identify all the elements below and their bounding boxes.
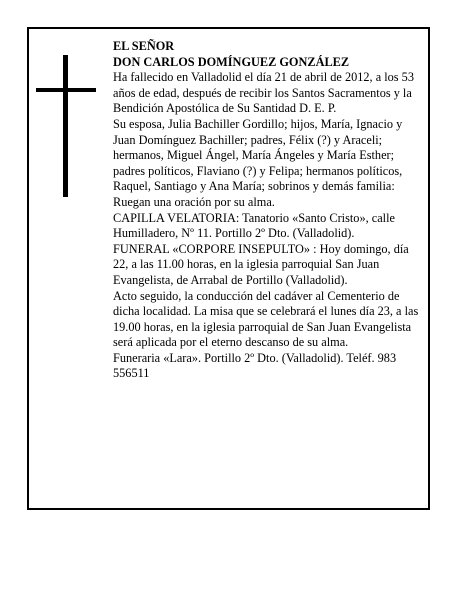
obituary-title-line2: DON CARLOS DOMÍNGUEZ GONZÁLEZ [113, 54, 350, 69]
burial-and-mass-info: Acto seguido, la conducción del cadáver al Cementerio de dicha localidad. La misa que se celebrará el lunes día 23, a las 19.00 horas, en la iglesia parroquial de San Juan Evangelista será aplicada por el eterno descanso de su alma. [113, 288, 419, 350]
obituary-title-line1: EL SEÑOR [113, 39, 175, 53]
funeral-home-info: Funeraria «Lara». Portillo 2º Dto. (Valladolid). Teléf. 983 556511 [113, 350, 397, 381]
prayer-request: Ruegan una oración por su alma. [113, 194, 275, 209]
family-list: Su esposa, Julia Bachiller Gordillo; hijos, María, Ignacio y Juan Domínguez Bachiller; padres, Félix (?) y Araceli; hermanos, Miguel Ángel, María Ángeles y María Esther; padres políticos, Flaviano (?) y Felipa; hermanos políticos, Raquel, Santiago y Ana María; sobrinos y demás familia: [113, 116, 403, 194]
cross-horizontal-bar [36, 88, 96, 92]
cross-icon [36, 55, 96, 197]
cross-vertical-bar [63, 55, 68, 197]
death-announcement: Ha fallecido en Valladolid el día 21 de abril de 2012, a los 53 años de edad, después de recibir los Santos Sacramentos y la Bendición Apostólica de Su Santidad D. E. P. [113, 70, 414, 116]
chapel-info: CAPILLA VELATORIA: Tanatorio «Santo Cristo», calle Humilladero, Nº 11. Portillo 2º Dto. (Valladolid). [113, 210, 395, 241]
obituary-text [113, 39, 425, 382]
funeral-info: FUNERAL «CORPORE INSEPULTO» : Hoy domingo, día 22, a las 11.00 horas, en la iglesia parroquial San Juan Evangelista, de Arrabal de Portillo (Valladolid). [113, 241, 409, 287]
